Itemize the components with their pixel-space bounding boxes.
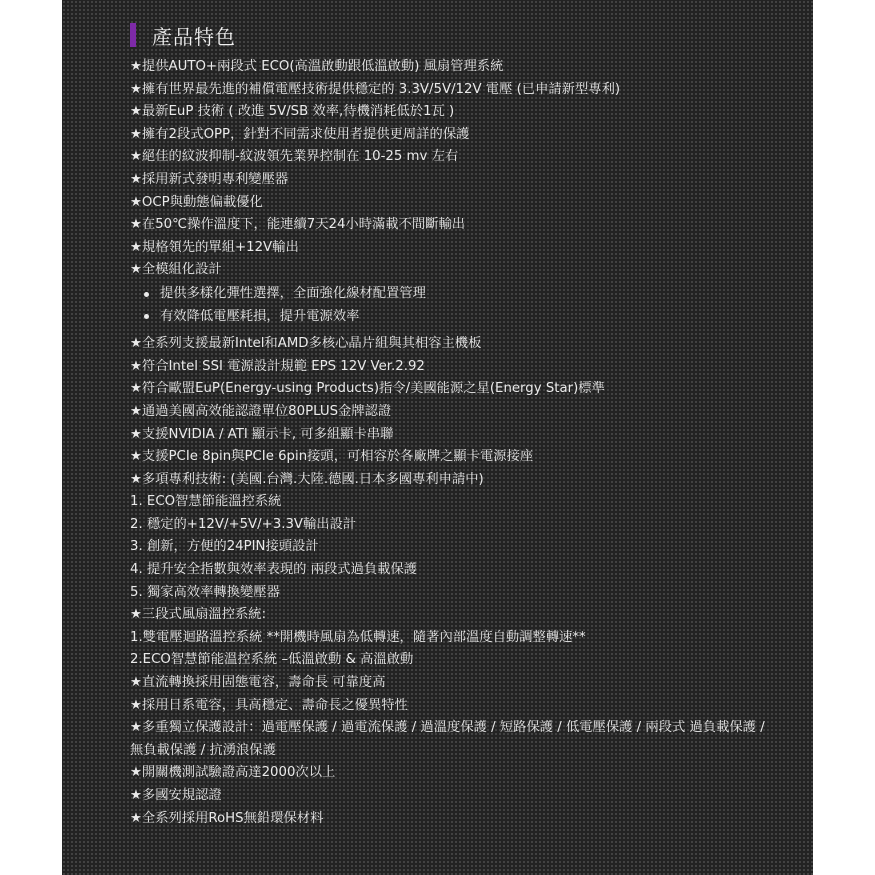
- fan-control-item: 1.雙電壓迴路溫控系統 **開機時風扇為低轉速，隨著內部溫度自動調整轉速**: [130, 629, 586, 645]
- feature-item: ★絕佳的紋波抑制-紋波領先業界控制在 10-25 mv 左右: [130, 149, 459, 165]
- feature-item: ★擁有2段式OPP，針對不同需求使用者提供更周詳的保護: [130, 126, 470, 142]
- feature-item: ★支援PCIe 8pin與PCIe 6pin接頭，可相容於各廠牌之顯卡電源接座: [130, 449, 534, 465]
- feature-item: ★支援NVIDIA / ATI 顯示卡, 可多組顯卡串聯: [130, 426, 394, 442]
- patent-item: 5. 獨家高效率轉換變壓器: [130, 584, 280, 600]
- feature-item: ★規格領先的單組+12V輸出: [130, 239, 299, 255]
- feature-item: ★符合Intel SSI 電源設計規範 EPS 12V Ver.2.92: [130, 358, 425, 374]
- feature-item: ★多項專利技術: (美國.台灣.大陸.德國.日本多國專利申請中): [130, 471, 484, 487]
- heading-accent-bar: [130, 23, 136, 47]
- fan-control-item: 2.ECO智慧節能溫控系統 –低溫啟動 & 高溫啟動: [130, 652, 414, 668]
- feature-list: [130, 56, 800, 830]
- section-heading: [130, 22, 236, 48]
- feature-item: ★最新EuP 技術 ( 改進 5V/SB 效率,待機消耗低於1瓦 ): [130, 104, 455, 120]
- section-title: 產品特色: [152, 24, 236, 49]
- modular-sub-list: [130, 283, 800, 328]
- feature-item: ★提供AUTO+兩段式 ECO(高溫啟動跟低溫啟動) 風扇管理系統: [130, 59, 504, 74]
- feature-item: ★三段式風扇溫控系統:: [130, 607, 267, 623]
- sub-item-text: 有效降低電壓耗損，提升電源效率: [160, 308, 360, 324]
- sub-list-item: [130, 306, 800, 329]
- patent-item: 4. 提升安全指數與效率表現的 兩段式過負載保護: [130, 562, 418, 578]
- sub-list-item: [130, 283, 800, 306]
- feature-item: ★開關機測試驗證高達2000次以上: [130, 765, 336, 781]
- feature-item: ★符合歐盟EuP(Energy-using Products)指令/美國能源之星(Energy Star)標準: [130, 381, 605, 397]
- feature-item: ★擁有世界最先進的補償電壓技術提供穩定的 3.3V/5V/12V 電壓 (已申請新型專利): [130, 81, 621, 97]
- feature-panel: [62, 0, 813, 875]
- feature-item: ★全系列採用RoHS無鉛環保材料: [130, 810, 324, 826]
- feature-item: ★多國安規認證: [130, 788, 222, 803]
- feature-item: ★OCP與動態偏載優化: [130, 194, 263, 210]
- feature-item: ★採用新式發明專利變壓器: [130, 171, 289, 187]
- feature-item: ★全模組化設計: [130, 262, 222, 278]
- feature-item: ★全系列支援最新Intel和AMD多核心晶片組與其相容主機板: [130, 336, 482, 352]
- bullet-icon: [144, 292, 149, 297]
- feature-item: ★在50℃操作溫度下，能連續7天24小時滿載不間斷輸出: [130, 217, 466, 233]
- feature-item: ★直流轉換採用固態電容，壽命長 可靠度高: [130, 675, 386, 691]
- sub-item-text: 提供多樣化彈性選擇，全面強化線材配置管理: [160, 285, 426, 301]
- feature-item: ★通過美國高效能認證單位80PLUS金牌認證: [130, 403, 392, 419]
- patent-item: 3. 創新，方便的24PIN接頭設計: [130, 539, 319, 555]
- bullet-icon: [144, 314, 149, 319]
- feature-item: ★採用日系電容，具高穩定、壽命長之優異特性: [130, 697, 408, 713]
- patent-item: 2. 穩定的+12V/+5V/+3.3V輸出設計: [130, 516, 357, 532]
- feature-item: ★多重獨立保護設計：過電壓保護 / 過電流保護 / 過溫度保護 / 短路保護 / 低電壓保護 / 兩段式 過負載保護 / 無負載保護 / 抗湧浪保護: [130, 720, 765, 758]
- patent-item: 1. ECO智慧節能溫控系統: [130, 494, 282, 510]
